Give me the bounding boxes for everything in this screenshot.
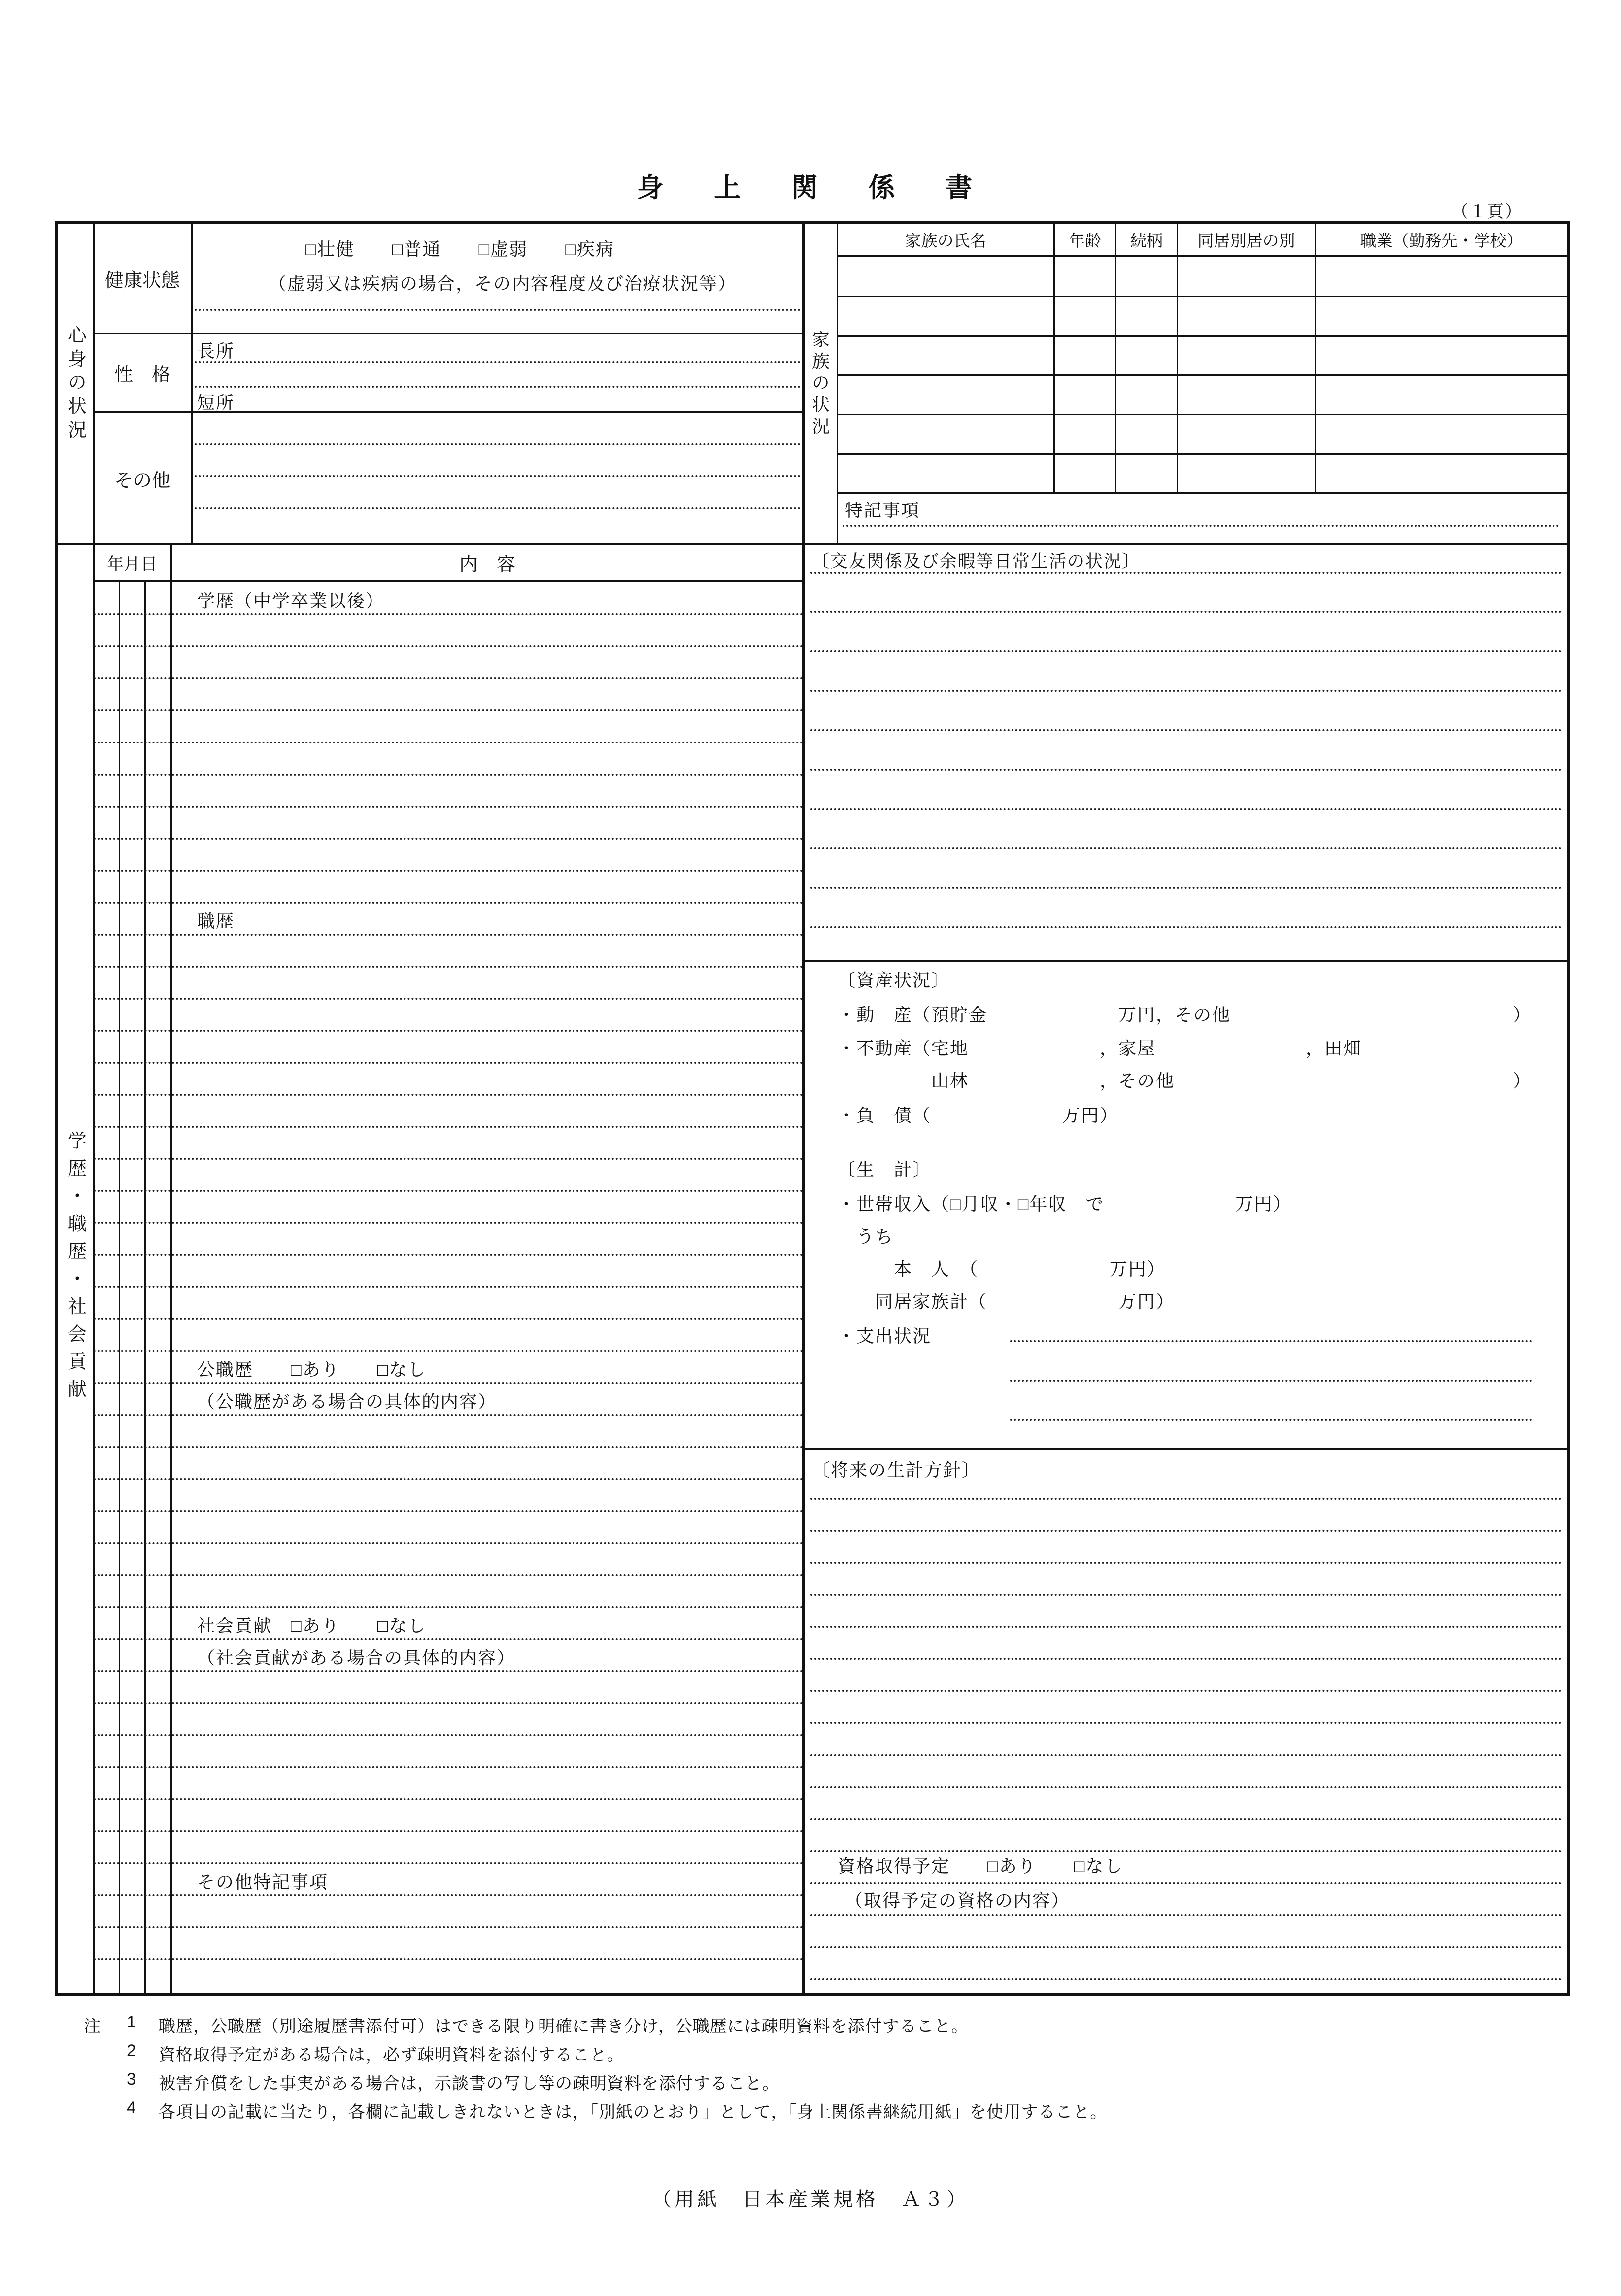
history-section-label: 学歴（中学卒業以後） bbox=[197, 591, 385, 611]
history-section-label: （公職歴がある場合の具体的内容） bbox=[197, 1391, 497, 1412]
rule bbox=[191, 224, 193, 544]
expense-writing-line bbox=[1010, 1419, 1532, 1421]
history-row-separator bbox=[94, 1158, 803, 1160]
notes bbox=[84, 2013, 1567, 2133]
history-content-header: 内 容 bbox=[459, 554, 515, 575]
daily-life-writing-line bbox=[810, 611, 1562, 613]
health-checkbox-line: □壮健 □普通 □虚弱 □疾病 bbox=[305, 239, 614, 259]
history-row-separator bbox=[94, 1734, 803, 1736]
history-row-separator bbox=[94, 1702, 803, 1704]
other-writing-line bbox=[195, 507, 801, 509]
history-row-separator bbox=[94, 1446, 803, 1448]
other-writing-line bbox=[195, 475, 801, 477]
daily-life-writing-line bbox=[810, 887, 1562, 889]
family-section-label-text: 家族の状況 bbox=[810, 330, 830, 439]
mind-body-section-label-text: 心身の状況 bbox=[65, 325, 86, 443]
daily-life-writing-line bbox=[810, 572, 1562, 574]
health-row-label: 健康状態 bbox=[104, 270, 180, 291]
qualification-writing-line bbox=[810, 1882, 1562, 1884]
health-condition-note: （虚弱又は疾病の場合，その内容程度及び治療状況等） bbox=[269, 273, 737, 294]
future-plan-header: 〔将来の生計方針〕 bbox=[812, 1460, 981, 1480]
strengths-label: 長所 bbox=[197, 341, 235, 361]
daily-life-writing-line bbox=[810, 926, 1562, 928]
history-section-vertical-label bbox=[58, 544, 93, 1993]
weaknesses-writing-line bbox=[195, 386, 801, 388]
future-plan-writing-line bbox=[810, 1754, 1562, 1756]
livelihood-self-income: 本 人 （ 万円） bbox=[838, 1259, 1166, 1279]
history-row-separator bbox=[94, 1126, 803, 1128]
page-number: （１頁） bbox=[1452, 203, 1522, 221]
history-row-separator bbox=[94, 645, 803, 647]
history-row-separator bbox=[94, 742, 803, 743]
history-row-separator bbox=[94, 1350, 803, 1352]
note-number: 3 bbox=[127, 2070, 136, 2089]
family-header-name: 家族の氏名 bbox=[905, 232, 986, 250]
history-row-separator bbox=[94, 1254, 803, 1256]
rule bbox=[1115, 224, 1116, 493]
expense-writing-line bbox=[1010, 1340, 1532, 1342]
assets-line-forest: 山林 ，その他 bbox=[838, 1071, 1175, 1091]
family-special-notes-label: 特記事項 bbox=[845, 500, 920, 520]
history-section-vertical-label-text: 学歴・職歴・社会貢献 bbox=[65, 1131, 86, 1407]
qualification-checkbox-line: 資格取得予定 □あり □なし bbox=[838, 1856, 1123, 1876]
history-row-separator bbox=[94, 1606, 803, 1608]
livelihood-household-income: ・世帯収入（□月収・□年収 で 万円） bbox=[838, 1194, 1292, 1214]
note-number: 2 bbox=[127, 2041, 136, 2060]
note-number: 1 bbox=[127, 2013, 136, 2031]
history-row-separator bbox=[94, 1286, 803, 1288]
history-row-separator bbox=[94, 1670, 803, 1672]
paper-spec-note: （用紙 日本産業規格 Ａ３） bbox=[652, 2189, 969, 2210]
rule bbox=[838, 492, 1567, 494]
assets-header: 〔資産状況〕 bbox=[838, 970, 950, 990]
history-row-separator bbox=[94, 774, 803, 776]
daily-life-writing-line bbox=[810, 729, 1562, 731]
daily-life-writing-line bbox=[810, 808, 1562, 810]
daily-life-writing-line bbox=[810, 690, 1562, 692]
qualification-detail-writing-line bbox=[810, 1978, 1562, 1980]
note-text: 資格取得予定がある場合は，必ず疎明資料を添付すること。 bbox=[159, 2046, 624, 2064]
family-row-separator bbox=[838, 335, 1567, 337]
family-row-separator bbox=[838, 414, 1567, 415]
daily-life-writing-line bbox=[810, 769, 1562, 771]
history-row-separator bbox=[94, 1574, 803, 1576]
livelihood-expense-label: ・支出状況 bbox=[838, 1326, 932, 1346]
history-row-separator bbox=[94, 934, 803, 936]
history-row-separator bbox=[94, 870, 803, 872]
history-section-label: 職歴 bbox=[197, 911, 235, 931]
future-plan-writing-line bbox=[810, 1786, 1562, 1788]
history-row-separator bbox=[94, 1094, 803, 1096]
family-row-separator bbox=[838, 296, 1567, 297]
livelihood-family-income: 同居家族計（ 万円） bbox=[838, 1291, 1175, 1312]
history-row-separator bbox=[94, 806, 803, 808]
history-row-separator bbox=[94, 1190, 803, 1192]
future-plan-writing-line bbox=[810, 1818, 1562, 1820]
expense-writing-line bbox=[1010, 1380, 1532, 1382]
assets-close-paren: ） bbox=[1513, 1071, 1532, 1091]
assets-line-real-estate: ・不動産（宅地 ，家屋 ，田畑 bbox=[838, 1038, 1362, 1058]
weaknesses-label: 短所 bbox=[197, 393, 235, 413]
history-row-separator bbox=[94, 1318, 803, 1320]
history-section-label: 社会貢献 □あり □なし bbox=[197, 1616, 427, 1636]
history-section-label: 公職歴 □あり □なし bbox=[197, 1359, 427, 1380]
future-plan-writing-line bbox=[810, 1850, 1562, 1852]
history-section-label: その他特記事項 bbox=[197, 1872, 329, 1892]
future-plan-writing-line bbox=[810, 1722, 1562, 1724]
history-row-separator bbox=[94, 1862, 803, 1864]
future-plan-writing-line bbox=[810, 1530, 1562, 1532]
history-row-separator bbox=[94, 1958, 803, 1960]
family-header-occupation: 職業（勤務先・学校） bbox=[1360, 232, 1523, 250]
page-title: 身 上 関 係 書 bbox=[637, 173, 984, 203]
history-row-separator bbox=[94, 1830, 803, 1832]
assets-close-paren: ） bbox=[1513, 1005, 1532, 1025]
history-row-separator bbox=[94, 1382, 803, 1384]
rule bbox=[805, 960, 1567, 962]
rule bbox=[94, 333, 802, 334]
history-row-separator bbox=[94, 1894, 803, 1896]
qualification-detail-writing-line bbox=[810, 1946, 1562, 1948]
assets-line-movable: ・動 産（預貯金 万円，その他 bbox=[838, 1005, 1231, 1025]
livelihood-breakdown-label: うち bbox=[838, 1226, 894, 1247]
livelihood-header: 〔生 計〕 bbox=[838, 1159, 932, 1180]
mind-body-section-label bbox=[58, 224, 93, 544]
family-row-separator bbox=[838, 453, 1567, 455]
history-row-separator bbox=[94, 1414, 803, 1416]
personality-row-label: 性 格 bbox=[114, 364, 170, 385]
family-header-cohabitation: 同居別居の別 bbox=[1197, 232, 1295, 250]
future-plan-writing-line bbox=[810, 1562, 1562, 1564]
assets-line-debt: ・負 債（ 万円） bbox=[838, 1105, 1119, 1125]
history-row-separator bbox=[94, 1062, 803, 1064]
history-row-separator bbox=[94, 709, 803, 711]
note-text: 職歴，公職歴（別途履歴書添付可）はできる限り明確に書き分け，公職歴には疎明資料を添付すること。 bbox=[159, 2017, 969, 2036]
history-row-separator bbox=[94, 1766, 803, 1768]
history-row-separator bbox=[94, 998, 803, 1000]
family-header-relation: 続柄 bbox=[1130, 232, 1163, 250]
qualification-detail-note: （取得予定の資格の内容） bbox=[845, 1891, 1070, 1911]
future-plan-writing-line bbox=[810, 1658, 1562, 1660]
strengths-writing-line bbox=[195, 361, 801, 363]
rule bbox=[1053, 224, 1055, 493]
family-header-age: 年齢 bbox=[1069, 232, 1101, 250]
other-row-label: その他 bbox=[114, 470, 170, 491]
future-plan-writing-line bbox=[810, 1626, 1562, 1628]
rule bbox=[1315, 224, 1316, 493]
note-text: 各項目の記載に当たり，各欄に記載しきれないときは，「別紙のとおり」として，「身上関係書継続用紙」を使用すること。 bbox=[159, 2103, 1108, 2122]
qualification-detail-writing-line bbox=[810, 1914, 1562, 1916]
rule bbox=[805, 1448, 1567, 1450]
history-row-separator bbox=[94, 1030, 803, 1032]
history-row-separator bbox=[94, 1510, 803, 1512]
daily-life-writing-line bbox=[810, 650, 1562, 652]
history-row-separator bbox=[94, 1926, 803, 1928]
history-row-separator bbox=[94, 677, 803, 679]
history-row-separator bbox=[94, 1542, 803, 1544]
history-row-separator bbox=[94, 613, 803, 615]
history-section-label: （社会貢献がある場合の具体的内容） bbox=[197, 1648, 516, 1668]
rule bbox=[838, 255, 1567, 257]
family-row-separator bbox=[838, 374, 1567, 376]
other-writing-line bbox=[195, 443, 801, 445]
rule bbox=[837, 224, 838, 544]
history-row-separator bbox=[94, 902, 803, 904]
rule bbox=[1177, 224, 1178, 493]
rule bbox=[170, 544, 172, 1993]
future-plan-writing-line bbox=[810, 1594, 1562, 1596]
history-date-header: 年月日 bbox=[107, 555, 157, 574]
special-notes-writing-line bbox=[843, 525, 1559, 527]
history-row-separator bbox=[94, 1478, 803, 1480]
history-row-separator bbox=[94, 966, 803, 968]
health-writing-line bbox=[195, 309, 801, 311]
daily-life-writing-line bbox=[810, 847, 1562, 849]
history-row-separator bbox=[94, 1798, 803, 1800]
note-text: 被害弁償をした事実がある場合は，示談書の写し等の疎明資料を添付すること。 bbox=[159, 2074, 779, 2093]
history-row-separator bbox=[94, 838, 803, 840]
future-plan-writing-line bbox=[810, 1498, 1562, 1500]
rule bbox=[93, 580, 802, 582]
notes-mark: 注 bbox=[84, 2017, 101, 2036]
history-row-separator bbox=[94, 1638, 803, 1640]
family-section-label bbox=[803, 224, 837, 544]
note-number: 4 bbox=[127, 2098, 136, 2117]
future-plan-writing-line bbox=[810, 1690, 1562, 1692]
history-row-separator bbox=[94, 1222, 803, 1224]
daily-life-header: 〔交友関係及び余暇等日常生活の状況〕 bbox=[812, 552, 1141, 571]
